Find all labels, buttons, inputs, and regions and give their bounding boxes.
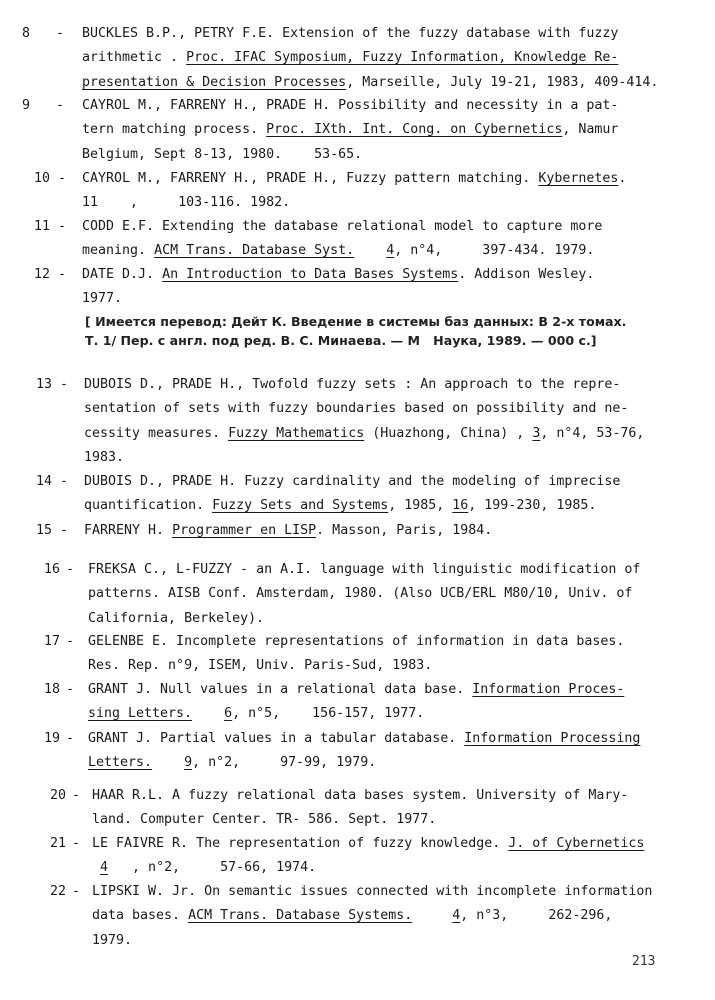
reference-text (84, 373, 684, 470)
reference-segment: Belgium, Sept 8-13, 1980. 53-65. (82, 146, 363, 162)
reference-line (92, 904, 692, 928)
reference-segment: quantification. (84, 498, 213, 514)
reference-segment: tern matching process. (82, 122, 267, 138)
reference-line (82, 191, 682, 215)
reference-dash: - (60, 523, 69, 538)
reference-segment: cessity measures. (84, 425, 229, 441)
reference-text (84, 470, 684, 519)
reference-line (82, 143, 682, 167)
reference-segment: , Namur (562, 122, 619, 138)
reference-number: 14 (35, 474, 52, 489)
reference-number: 20 (49, 788, 66, 803)
reference-line (84, 446, 684, 470)
reference-number: 9 (21, 98, 30, 113)
reference-text (82, 94, 682, 167)
reference-line (82, 263, 682, 287)
reference-segment: Res. Rep. n°9, ISEM, Univ. Paris-Sud, 1983. (88, 658, 433, 674)
reference-dash: - (56, 26, 65, 41)
reference-line (88, 678, 688, 702)
reference-text (82, 263, 682, 312)
reference-segment: FREKSA C., L-FUZZY - an A.I. language with linguistic modification of (88, 562, 641, 577)
reference-segment: sentation of sets with fuzzy boundaries based on possibility and ne- (84, 401, 629, 417)
reference-segment: , n°4, 397-434. 1979. (394, 243, 595, 259)
reference-dash: - (58, 171, 67, 186)
reference-number: 15 (35, 523, 52, 538)
underlined-title: Proc. IFAC Symposium, Fuzzy Information, Knowledge Re- (186, 50, 619, 66)
reference-line (82, 71, 682, 95)
reference-text (88, 630, 688, 679)
reference-segment: DATE D.J. (82, 267, 163, 282)
reference-line (82, 22, 682, 46)
reference-segment: CAYROL M., FARRENY H., PRADE H., Fuzzy pattern matching. (82, 171, 539, 186)
reference-segment: GELENBE E. Incomplete representations of information in data bases. (88, 634, 625, 649)
reference-segment: California, Berkeley). (88, 610, 265, 626)
reference-number: 18 (43, 682, 60, 697)
reference-line (88, 582, 688, 606)
reference-dash: - (72, 884, 81, 899)
reference-segment: HAAR R.L. A fuzzy relational data bases system. University of Mary- (92, 788, 629, 803)
reference-line (88, 607, 688, 631)
reference-segment: 1983. (84, 449, 125, 465)
reference-segment: LE FAIVRE R. The representation of fuzzy knowledge. (92, 836, 509, 851)
reference-segment: patterns. AISB Conf. Amsterdam, 1980. (Also UCB/ERL M80/10, Univ. of (88, 586, 633, 602)
reference-dash: - (60, 474, 69, 489)
reference-text (82, 167, 682, 216)
reference-segment: arithmetic . (82, 50, 187, 66)
reference-dash: - (66, 634, 75, 649)
reference-number: 17 (43, 634, 60, 649)
reference-segment: DUBOIS D., PRADE H. Fuzzy cardinality and the modeling of imprecise (84, 474, 621, 489)
reference-segment: , n°4, 53-76, (540, 425, 645, 441)
reference-segment (192, 706, 224, 721)
reference-line (88, 630, 688, 654)
reference-segment: . Masson, Paris, 1984. (316, 523, 493, 538)
reference-text (88, 678, 688, 727)
reference-number: 10 (33, 171, 50, 186)
reference-segment (152, 755, 184, 770)
reference-segment: , 199-230, 1985. (468, 498, 597, 514)
underlined-title: 3 (532, 425, 541, 441)
underlined-title: Information Proces- (472, 682, 625, 697)
reference-text (92, 880, 692, 953)
reference-text (82, 22, 682, 95)
reference-line (84, 373, 684, 397)
reference-line (84, 422, 684, 446)
reference-line (84, 519, 684, 543)
underlined-title: 4 (386, 243, 395, 259)
reference-segment: , n°3, 262-296, (460, 908, 613, 924)
reference-line (88, 727, 688, 751)
translation-line-1: [ Имеется перевод: Дейт К. Введение в системы баз данных: В 2-х томах. (85, 314, 627, 329)
reference-segment: data bases. (92, 908, 189, 924)
reference-text (88, 727, 688, 776)
reference-line (84, 397, 684, 421)
reference-segment: CODD E.F. Extending the database relational model to capture more (82, 219, 603, 234)
reference-line (82, 239, 682, 263)
reference-number: 13 (35, 377, 52, 392)
underlined-title: 4 (452, 908, 461, 924)
underlined-title: 9 (184, 755, 193, 771)
reference-segment: . (618, 171, 627, 186)
reference-segment: meaning. (82, 243, 155, 259)
underlined-title: presentation & Decision Processes (82, 74, 347, 90)
underlined-title: Letters. (88, 755, 153, 771)
reference-dash: - (72, 788, 81, 803)
reference-text (92, 832, 692, 881)
reference-segment (354, 243, 386, 258)
reference-line (82, 118, 682, 142)
underlined-title: 16 (452, 498, 469, 514)
reference-segment: , n°2, 57-66, 1974. (108, 860, 317, 876)
reference-segment: GRANT J. Partial values in a tabular database. (88, 731, 465, 746)
underlined-title: Kybernetes (538, 171, 619, 186)
reference-line (82, 215, 682, 239)
reference-dash: - (56, 98, 65, 113)
reference-number: 19 (43, 731, 60, 746)
reference-line (92, 784, 692, 808)
reference-line (82, 94, 682, 118)
reference-dash: - (66, 562, 75, 577)
underlined-title: 4 (100, 860, 109, 876)
reference-text (88, 558, 688, 631)
reference-dash: - (60, 377, 69, 392)
reference-number: 22 (49, 884, 66, 899)
reference-text (84, 519, 684, 543)
reference-number: 16 (43, 562, 60, 577)
reference-line (92, 832, 692, 856)
reference-segment: GRANT J. Null values in a relational data base. (88, 682, 473, 697)
reference-segment: BUCKLES B.P., PETRY F.E. Extension of the fuzzy database with fuzzy (82, 26, 619, 41)
underlined-title: J. of Cybernetics (508, 836, 645, 851)
reference-dash: - (66, 731, 75, 746)
translation-note (85, 312, 645, 350)
underlined-title: 6 (224, 706, 233, 722)
reference-number: 21 (49, 836, 66, 851)
reference-segment (412, 908, 452, 923)
underlined-title: An Introduction to Data Bases Systems (162, 267, 459, 282)
reference-segment (92, 860, 100, 875)
page-number: 213 (632, 954, 656, 969)
reference-segment: FARRENY H. (84, 523, 173, 538)
underlined-title: Programmer en LISP (172, 523, 317, 538)
reference-dash: - (58, 219, 67, 234)
reference-segment: CAYROL M., FARRENY H., PRADE H. Possibility and necessity in a pat- (82, 98, 619, 113)
reference-segment: , 1985, (388, 498, 453, 514)
underlined-title: Fuzzy Sets and Systems (212, 498, 389, 514)
reference-dash: - (72, 836, 81, 851)
reference-segment: 1979. (92, 932, 133, 948)
reference-segment: 1977. (82, 291, 123, 307)
reference-line (84, 494, 684, 518)
reference-text (92, 784, 692, 833)
translation-line-2: Т. 1/ Пер. с англ. под ред. В. С. Минаева. — М Наука, 1989. — 000 с.] (85, 333, 597, 348)
reference-line (92, 808, 692, 832)
reference-line (88, 654, 688, 678)
reference-segment: DUBOIS D., PRADE H., Twofold fuzzy sets : An approach to the repre- (84, 377, 621, 392)
reference-segment: . Addison Wesley. (458, 267, 595, 282)
reference-number: 12 (33, 267, 50, 282)
reference-line (84, 470, 684, 494)
reference-segment: , Marseille, July 19-21, 1983, 409-414. (346, 74, 659, 90)
underlined-title: ACM Trans. Database Syst. (154, 243, 355, 259)
reference-segment: 11 , 103-116. 1982. (82, 195, 291, 211)
reference-line (92, 856, 692, 880)
reference-segment: land. Computer Center. TR- 586. Sept. 1977. (92, 812, 437, 828)
reference-number: 8 (21, 26, 30, 41)
reference-dash: - (66, 682, 75, 697)
underlined-title: Information Processing (464, 731, 641, 746)
reference-line (92, 880, 692, 904)
reference-segment: , n°2, 97-99, 1979. (192, 755, 377, 771)
underlined-title: ACM Trans. Database Systems. (188, 908, 413, 924)
reference-line (82, 167, 682, 191)
reference-line (82, 287, 682, 311)
reference-text (82, 215, 682, 264)
reference-line (88, 702, 688, 726)
underlined-title: Proc. IXth. Int. Cong. on Cybernetics (266, 122, 563, 138)
reference-segment: LIPSKI W. Jr. On semantic issues connected with incomplete information (92, 884, 653, 899)
reference-line (82, 46, 682, 70)
reference-line (92, 929, 692, 953)
reference-segment: (Huazhong, China) , (364, 425, 533, 441)
underlined-title: sing Letters. (88, 706, 193, 722)
reference-segment: , n°5, 156-157, 1977. (232, 706, 425, 722)
reference-line (88, 751, 688, 775)
reference-number: 11 (33, 219, 50, 234)
underlined-title: Fuzzy Mathematics (228, 425, 365, 441)
reference-line (88, 558, 688, 582)
reference-dash: - (58, 267, 67, 282)
